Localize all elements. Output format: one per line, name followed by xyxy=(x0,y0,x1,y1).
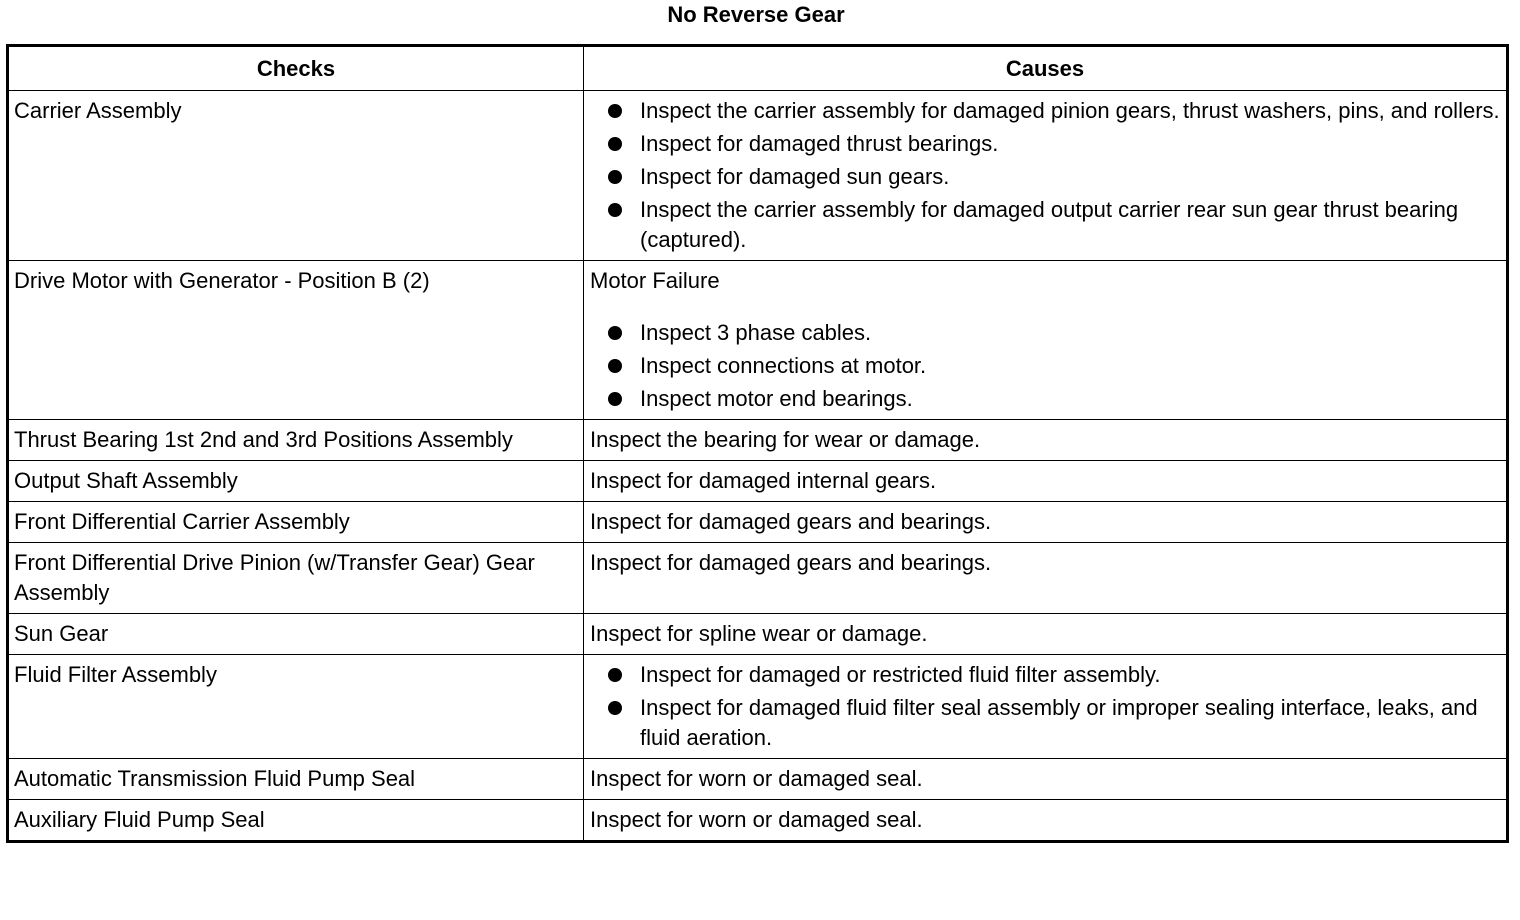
check-cell: Automatic Transmission Fluid Pump Seal xyxy=(8,759,584,800)
cause-bullet-list xyxy=(590,318,1501,414)
cause-text: Inspect for damaged thrust bearings. xyxy=(640,131,999,156)
table-row xyxy=(8,91,1508,261)
cause-text: Inspect for damaged or restricted fluid filter assembly. xyxy=(640,662,1161,687)
cause-text: Inspect for damaged fluid filter seal assembly or improper sealing interface, leaks, and fluid aeration. xyxy=(640,695,1478,750)
table-header-row xyxy=(8,46,1508,91)
check-cell: Carrier Assembly xyxy=(8,91,584,261)
check-cell: Front Differential Carrier Assembly xyxy=(8,502,584,543)
list-item xyxy=(590,129,1501,159)
page-title: No Reverse Gear xyxy=(667,2,845,27)
cause-text: Inspect 3 phase cables. xyxy=(640,320,872,345)
bullet-icon xyxy=(608,392,622,406)
table-row xyxy=(8,502,1508,543)
table-row xyxy=(8,800,1508,842)
cause-cell: Inspect the bearing for wear or damage. xyxy=(584,420,1508,461)
cause-text: Inspect for damaged sun gears. xyxy=(640,164,950,189)
bullet-icon xyxy=(608,701,622,715)
table-row xyxy=(8,759,1508,800)
cause-text: Inspect the carrier assembly for damaged pinion gears, thrust washers, pins, and rollers. xyxy=(640,98,1500,123)
cause-cell xyxy=(584,261,1508,420)
bullet-icon xyxy=(608,668,622,682)
list-item xyxy=(590,384,1501,414)
cause-text: Inspect the carrier assembly for damaged output carrier rear sun gear thrust bearing (captured). xyxy=(640,197,1459,252)
cause-cell: Inspect for worn or damaged seal. xyxy=(584,759,1508,800)
table-row xyxy=(8,543,1508,614)
bullet-icon xyxy=(608,170,622,184)
table-row xyxy=(8,461,1508,502)
check-cell: Drive Motor with Generator - Position B (2) xyxy=(8,261,584,420)
list-item xyxy=(590,660,1501,690)
check-cell: Auxiliary Fluid Pump Seal xyxy=(8,800,584,842)
cause-cell: Inspect for damaged gears and bearings. xyxy=(584,502,1508,543)
cause-cell: Inspect for spline wear or damage. xyxy=(584,614,1508,655)
cause-text: Motor Failure xyxy=(590,268,720,293)
cause-bullet-list xyxy=(590,660,1501,753)
check-cell: Output Shaft Assembly xyxy=(8,461,584,502)
list-item xyxy=(590,693,1501,753)
cause-text: Inspect motor end bearings. xyxy=(640,386,913,411)
bullet-icon xyxy=(608,203,622,217)
bullet-icon xyxy=(608,137,622,151)
cause-text: Inspect connections at motor. xyxy=(640,353,927,378)
table-row xyxy=(8,614,1508,655)
table-row xyxy=(8,261,1508,420)
column-header-causes: Causes xyxy=(584,46,1508,91)
table-row xyxy=(8,420,1508,461)
cause-bullet-list xyxy=(590,96,1501,255)
check-cell: Thrust Bearing 1st 2nd and 3rd Positions Assembly xyxy=(8,420,584,461)
cause-cell: Inspect for damaged gears and bearings. xyxy=(584,543,1508,614)
column-header-checks: Checks xyxy=(8,46,584,91)
cause-cell: Inspect for damaged internal gears. xyxy=(584,461,1508,502)
check-cell: Front Differential Drive Pinion (w/Transfer Gear) Gear Assembly xyxy=(8,543,584,614)
list-item xyxy=(590,162,1501,192)
diagnostic-table xyxy=(6,44,1509,843)
list-item xyxy=(590,195,1501,255)
list-item xyxy=(590,318,1501,348)
list-item xyxy=(590,96,1501,126)
list-item xyxy=(590,351,1501,381)
cause-cell xyxy=(584,91,1508,261)
bullet-icon xyxy=(608,326,622,340)
table-row xyxy=(8,655,1508,759)
check-cell: Fluid Filter Assembly xyxy=(8,655,584,759)
check-cell: Sun Gear xyxy=(8,614,584,655)
bullet-icon xyxy=(608,359,622,373)
cause-cell xyxy=(584,655,1508,759)
bullet-icon xyxy=(608,104,622,118)
cause-cell: Inspect for worn or damaged seal. xyxy=(584,800,1508,842)
